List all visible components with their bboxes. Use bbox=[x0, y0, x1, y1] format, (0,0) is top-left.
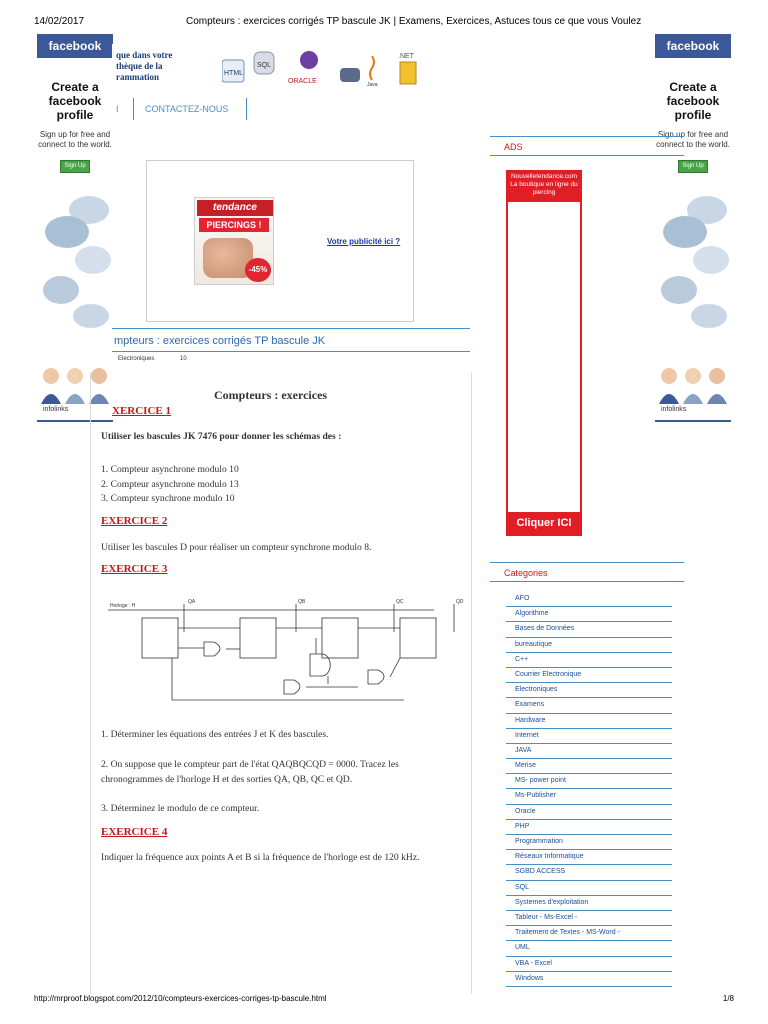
category-link[interactable]: VBA - Excel bbox=[506, 957, 672, 972]
fb-ad-text: Sign up for free and connect to the world. bbox=[656, 130, 730, 149]
post-label-link[interactable]: Electroniques bbox=[118, 356, 155, 362]
category-link[interactable]: Oracle bbox=[506, 805, 672, 820]
people-icon bbox=[655, 364, 731, 404]
exercise-3-title: EXERCICE 3 bbox=[101, 563, 168, 575]
speech-bubbles-icon bbox=[655, 194, 731, 334]
nav-divider bbox=[133, 98, 134, 120]
category-link[interactable]: Bases de Données bbox=[506, 622, 672, 637]
speech-bubbles-icon bbox=[37, 194, 113, 334]
magazine-ad-image[interactable] bbox=[194, 197, 274, 285]
counter-circuit-diagram bbox=[104, 592, 466, 704]
category-link[interactable]: AFO bbox=[506, 592, 672, 607]
category-link[interactable]: C++ bbox=[506, 653, 672, 668]
post-title[interactable]: mpteurs : exercices corrigés TP bascule JK bbox=[114, 335, 326, 347]
category-link[interactable]: UML bbox=[506, 941, 672, 956]
post-heading: Compteurs : exercices bbox=[214, 388, 328, 402]
category-link[interactable]: Hardware bbox=[506, 714, 672, 729]
click-here-button[interactable]: Cliquer ICI bbox=[508, 512, 580, 534]
advertise-here-link[interactable]: Votre publicité ici ? bbox=[327, 237, 401, 246]
category-link[interactable]: Programmation bbox=[506, 835, 672, 850]
nav-contact-link[interactable]: CONTACTEZ-NOUS bbox=[145, 104, 229, 114]
category-link[interactable]: Examens bbox=[506, 698, 672, 713]
fb-signup-button[interactable]: Sign Up bbox=[678, 160, 708, 173]
sql-logo: SQL bbox=[257, 62, 272, 69]
print-date: 14/02/2017 bbox=[34, 16, 85, 27]
category-link[interactable]: Electroniques bbox=[506, 683, 672, 698]
category-link[interactable]: MS- power point bbox=[506, 774, 672, 789]
category-link[interactable]: Systemes d'exploitation bbox=[506, 896, 672, 911]
category-link[interactable]: Ms-Publisher bbox=[506, 789, 672, 804]
exercise-4-text: Indiquer la fréquence aux points A et B si la fréquence de l'horloge est de 120 kHz. bbox=[101, 852, 420, 863]
facebook-ad-left[interactable] bbox=[37, 34, 113, 422]
category-link[interactable]: JAVA bbox=[506, 744, 672, 759]
categories-header bbox=[490, 562, 684, 582]
ads-title: ADS bbox=[504, 142, 523, 152]
clock-label: Horloge : H bbox=[110, 603, 136, 609]
qa-label: QA bbox=[188, 599, 196, 605]
category-link[interactable]: PHP bbox=[506, 820, 672, 835]
facebook-logo: facebook bbox=[37, 34, 113, 58]
print-url: http://mrproof.blogspot.com/2012/10/compteurs-exercices-corriges-tp-bascule.html bbox=[34, 994, 327, 1003]
category-link[interactable]: Courrier Electronique bbox=[506, 668, 672, 683]
facebook-ad-right[interactable] bbox=[655, 34, 731, 422]
advertisement-box[interactable] bbox=[146, 160, 414, 322]
exercise-3-question-2: 2. On suppose que le compteur part de l'état QAQBQCQD = 0000. Tracez les chronogrammes de l'horloge H et des sorties QA, QB, QC et QD. bbox=[101, 759, 399, 785]
category-link[interactable]: SQL bbox=[506, 881, 672, 896]
post-count: 10 bbox=[180, 356, 187, 362]
technology-logos bbox=[222, 46, 430, 88]
exercise-3-question-1: 1. Déterminer les équations des entrées J et K des bascules. bbox=[101, 729, 329, 740]
infolinks-label: infolinks bbox=[43, 406, 69, 413]
category-link[interactable]: SGBD ACCESS bbox=[506, 865, 672, 880]
qc-label: QC bbox=[396, 599, 404, 605]
category-link[interactable]: Traitement de Textes - MS-Word - bbox=[506, 926, 672, 941]
infolinks-label: infolinks bbox=[661, 406, 687, 413]
magazine-brand: tendance bbox=[197, 200, 273, 216]
facebook-logo: facebook bbox=[655, 34, 731, 58]
ads-section-header bbox=[490, 136, 684, 156]
category-link[interactable]: Windows bbox=[506, 972, 672, 987]
exercise-1-item: 1. Compteur asynchrone modulo 10 bbox=[101, 464, 239, 475]
dotnet-logo: .NET bbox=[398, 53, 414, 60]
post-title-bar bbox=[112, 328, 470, 352]
exercise-1-intro: Utiliser les bascules JK 7476 pour donner les schémas des : bbox=[101, 431, 342, 442]
magazine-headline: PIERCINGS ! bbox=[199, 218, 269, 232]
category-link[interactable]: Internet bbox=[506, 729, 672, 744]
categories-title: Categories bbox=[504, 568, 548, 578]
qd-label: QD bbox=[456, 599, 464, 605]
fb-ad-headline: Create a facebook profile bbox=[666, 80, 720, 122]
html-logo: HTML bbox=[224, 70, 244, 77]
fb-signup-button[interactable]: Sign Up bbox=[60, 160, 90, 173]
exercise-1-item: 2. Compteur asynchrone modulo 13 bbox=[101, 479, 239, 490]
exercise-1-title: XERCICE 1 bbox=[112, 405, 171, 417]
fb-ad-text: Sign up for free and connect to the world. bbox=[38, 130, 112, 149]
post-meta bbox=[118, 356, 187, 362]
qb-label: QB bbox=[298, 599, 306, 605]
exercise-2-text: Utiliser les bascules D pour réaliser un compteur synchrone modulo 8. bbox=[101, 542, 372, 553]
exercise-2-title: EXERCICE 2 bbox=[101, 515, 168, 527]
site-banner[interactable] bbox=[112, 44, 430, 88]
banner-text: que dans votre thèque de la rammation bbox=[116, 50, 173, 82]
categories-list bbox=[506, 592, 672, 987]
oracle-logo: ORACLE bbox=[288, 78, 317, 85]
category-link[interactable]: Réseaux Informatique bbox=[506, 850, 672, 865]
fb-ad-headline: Create a facebook profile bbox=[48, 80, 102, 122]
piercing-ad-banner[interactable] bbox=[506, 170, 582, 536]
category-link[interactable]: Merise bbox=[506, 759, 672, 774]
java-logo: Java bbox=[367, 82, 378, 88]
exercise-4-title: EXERCICE 4 bbox=[101, 826, 168, 838]
nav-item-partial[interactable]: I bbox=[116, 104, 119, 114]
ads-banner-text: Nouvelletendance.com La boutique en ligne du piercing bbox=[508, 172, 580, 202]
exercise-3-question-3: 3. Déterminez le modulo de ce compteur. bbox=[101, 803, 260, 814]
nav-divider bbox=[246, 98, 247, 120]
category-link[interactable]: Algorithme bbox=[506, 607, 672, 622]
print-page-title: Compteurs : exercices corrigés TP bascule JK | Examens, Exercices, Astuces tous ce que vous Voulez bbox=[186, 16, 642, 27]
top-nav bbox=[112, 98, 252, 120]
exercise-1-item: 3. Compteur synchrone modulo 10 bbox=[101, 493, 235, 504]
category-link[interactable]: bureautique bbox=[506, 638, 672, 653]
category-link[interactable]: Tableur - Ms-Excel - bbox=[506, 911, 672, 926]
print-page-number: 1/8 bbox=[722, 994, 734, 1003]
sale-badge: -45% bbox=[245, 258, 271, 282]
